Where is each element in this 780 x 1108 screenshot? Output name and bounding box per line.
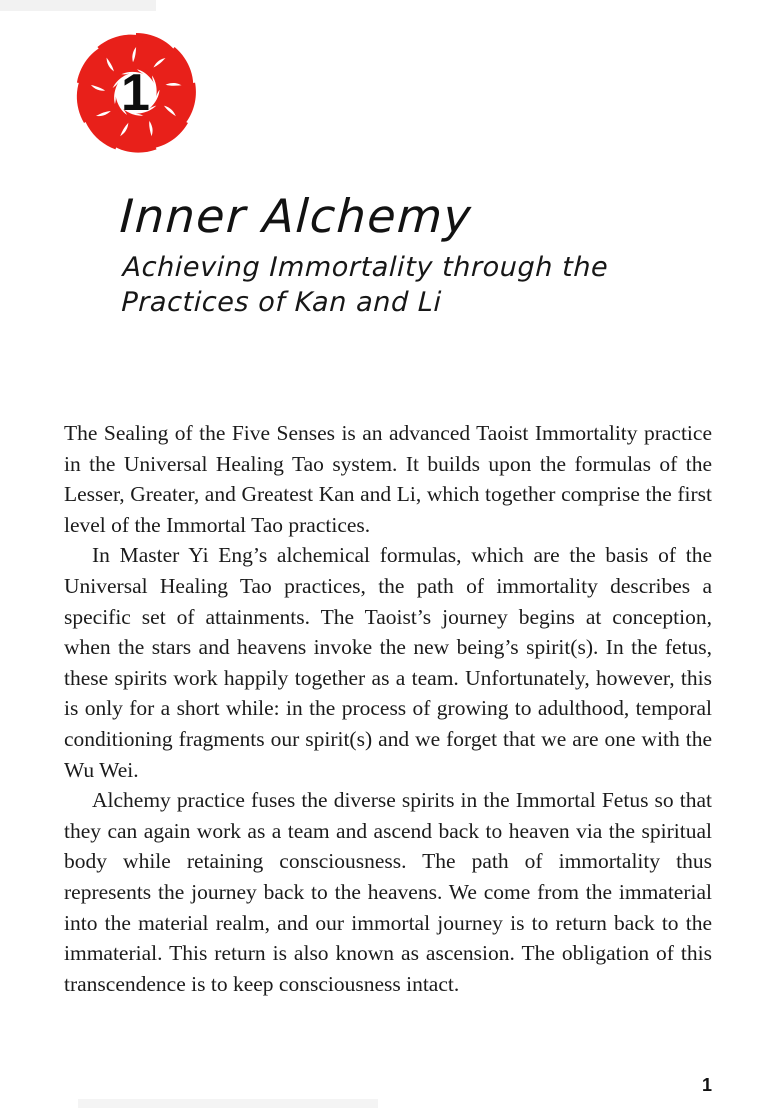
chapter-emblem [68,26,204,160]
page-subtitle: Achieving Immortality through the Practices of Kan and Li [120,252,609,319]
chapter-number: 1 [121,64,149,122]
paragraph-1: The Sealing of the Five Senses is an advanced Taoist Immortality practice in the Universal Healing Tao system. It builds upon the formulas of the Lesser, Greater, and Greatest Kan and Li, which together comprise the first level of the Immortal Tao practices. [64,421,712,537]
body-text [64,418,712,999]
paragraph-3: Alchemy practice fuses the diverse spirits in the Immortal Fetus so that they can again work as a team and ascend back to heaven via the spiritual body while retaining consciousness. The path of immortality thus represents the journey back to the heavens. We come from the immaterial into the material realm, and our immortal journey is to return back to the immaterial. This return is also known as ascension. The obligation of this transcendence is to keep consciousness intact. [64,788,712,996]
page-number: 1 [701,1075,712,1095]
paragraph-2: In Master Yi Eng’s alchemical formulas, which are the basis of the Universal Healing Tao practices, the path of immortality describes a specific set of attainments. The Taoist’s journey begins at conception, when the stars and heavens invoke the new being’s spirit(s). In the fetus, these spirits work happily together as a team. Unfortunately, however, this is only for a short while: in the process of growing to adulthood, temporal conditioning fragments our spirit(s) and we forget that we are one with the Wu Wei. [64,543,712,782]
page-title: Inner Alchemy [118,188,474,243]
scan-artifact-top [0,0,156,11]
scan-artifact-bottom [78,1099,378,1108]
